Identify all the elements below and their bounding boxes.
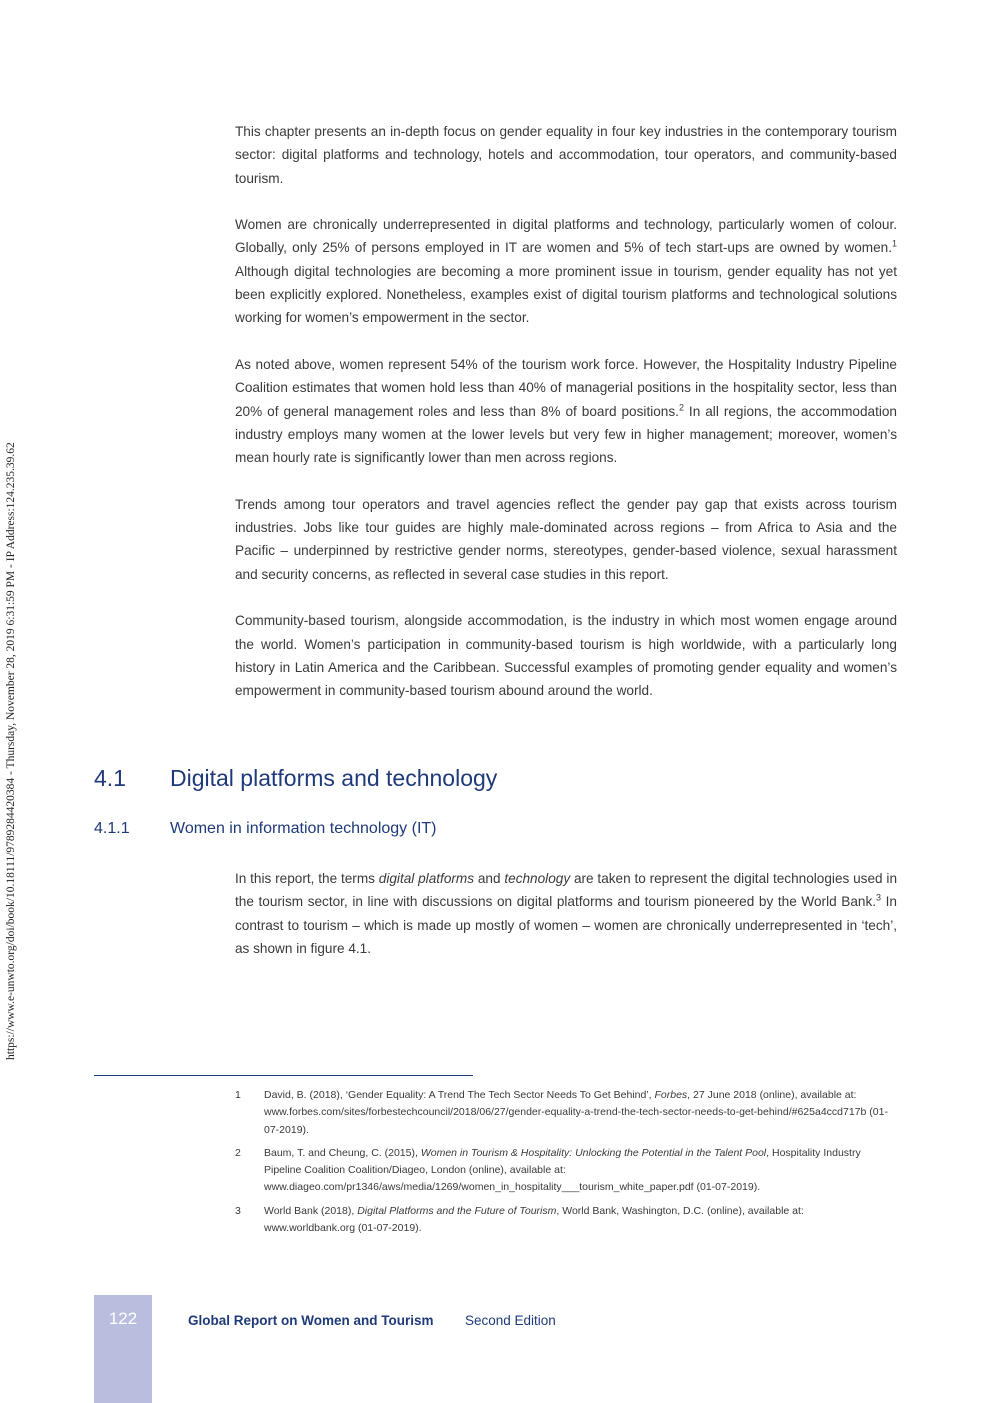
- footnote-ref-1[interactable]: 1: [891, 238, 897, 249]
- footnote-source-title: Women in Tourism & Hospitality: Unlocking the Potential in the Talent Pool: [420, 1146, 767, 1159]
- footnote-source-title: Forbes: [654, 1089, 688, 1101]
- page-number: 122: [108, 1309, 138, 1328]
- access-watermark-url: https://www.e-unwto.org/doi/book/10.18111/9789284420384 - Thursday, November 28, 2019 6:31:59 PM - IP Address:124.235.39.62: [5, 442, 17, 1060]
- intro-paragraph-5: Community-based tourism, alongside accommodation, is the industry in which most women engage around the world. Women’s participation in community-based tourism is high worldwide, with a particularly long history in Latin America and the Caribbean. Successful examples of promoting gender equality and women’s empowerment in community-based tourism abound around the world.: [235, 613, 897, 699]
- section-body: [235, 867, 897, 983]
- section-text-a: In this report, the terms: [235, 871, 379, 886]
- footnote-number: 3: [235, 1204, 241, 1217]
- footnote-divider: [94, 1075, 473, 1076]
- footnotes: [235, 1087, 890, 1243]
- footnote-ref-2[interactable]: 2: [678, 402, 684, 413]
- intro-text: [235, 120, 897, 726]
- footnote-3: [235, 1203, 890, 1238]
- intro-paragraph-3-text-a: As noted above, women represent 54% of the tourism work force. However, the Hospitality Industry Pipeline Coalition estimates that women hold less than 40% of managerial positions in the hospitality sector, less than 20% of general management roles and less than 8% of board positions.: [235, 356, 897, 419]
- section-text-b: and: [474, 871, 505, 886]
- footnote-source-title: Digital Platforms and the Future of Tourism: [357, 1204, 557, 1217]
- footnote-number: 2: [235, 1146, 241, 1159]
- footnote-ref-3[interactable]: 3: [876, 892, 882, 903]
- section-paragraph-1: [235, 867, 897, 960]
- footnote-text: , Hospitality Industry Pipeline Coalition Coalition/Diageo, London (online), available at: www.diageo.com/pr1346/aws/media/1269/women_in_hospitality___tourism_white_paper.pdf (01-07-2019).: [264, 1146, 861, 1194]
- subsection-number: 4.1.1: [94, 820, 130, 837]
- footnote-text: David, B. (2018), ‘Gender Equality: A Trend The Tech Sector Needs To Get Behind’,: [264, 1089, 655, 1101]
- section-title: Digital platforms and technology: [170, 765, 498, 791]
- section-term-digital-platforms: digital platforms: [378, 871, 475, 886]
- section-term-technology: technology: [504, 871, 571, 886]
- intro-paragraph-3-text-b: In all regions, the accommodation industry employs many women at the lower levels but very few in higher management; moreover, women’s mean hourly rate is significantly lower than men across regions.: [235, 403, 897, 466]
- intro-paragraph-2-text-b: Although digital technologies are becoming a more prominent issue in tourism, gender equality has not yet been explicitly explored. Nonetheless, examples exist of digital tourism platforms and technological solutions working for women’s empowerment in the sector.: [235, 263, 897, 326]
- section-heading: [94, 765, 894, 792]
- intro-paragraph-4: Trends among tour operators and travel agencies reflect the gender pay gap that exists across tourism industries. Jobs like tour guides are highly male-dominated across regions – from Africa to Asia and the Pacific – underpinned by restrictive gender norms, stereotypes, gender-based violence, sexual harassment and security concerns, as reflected in several case studies in this report.: [235, 496, 897, 582]
- footnote-number: 1: [235, 1089, 241, 1101]
- footnote-text: Baum, T. and Cheung, C. (2015),: [264, 1146, 421, 1159]
- subsection-title: Women in information technology (IT): [170, 820, 437, 837]
- intro-paragraph-2: [235, 213, 897, 329]
- footer-report-title: Global Report on Women and Tourism: [188, 1313, 434, 1328]
- intro-paragraph-3: [235, 353, 897, 469]
- footnote-1: [235, 1087, 890, 1139]
- section-number: 4.1: [94, 765, 126, 791]
- subsection-heading: [94, 820, 894, 838]
- footnote-text: , 27 June 2018 (online), available at: www.forbes.com/sites/forbestechcouncil/2018/06/27/gender-equality-a-trend-the-tech-sector-needs-to-get-behind/#625a4ccd717b (01-07-2019).: [264, 1089, 888, 1136]
- section-text-d: In contrast to tourism – which is made up mostly of women – women are chronically underrepresented in ‘tech’, as shown in figure 4.1.: [235, 894, 897, 956]
- footer-edition: Second Edition: [465, 1313, 556, 1328]
- footnote-2: [235, 1145, 890, 1197]
- page-number-tab: [94, 1295, 152, 1403]
- footnote-text: , World Bank, Washington, D.C. (online), available at: www.worldbank.org (01-07-2019).: [264, 1204, 804, 1235]
- footnote-text: World Bank (2018),: [264, 1204, 358, 1217]
- section-text-c: are taken to represent the digital technologies used in the tourism sector, in line with discussions on digital platforms and tourism pioneered by the World Bank.: [235, 871, 898, 910]
- intro-paragraph-1: This chapter presents an in-depth focus on gender equality in four key industries in the contemporary tourism sector: digital platforms and technology, hotels and accommodation, tour operators, and community-based tourism.: [235, 124, 897, 186]
- intro-paragraph-2-text-a: Women are chronically underrepresented in digital platforms and technology, particularly women of colour. Globally, only 25% of persons employed in IT are women and 5% of tech start-ups are owned by women.: [235, 217, 897, 256]
